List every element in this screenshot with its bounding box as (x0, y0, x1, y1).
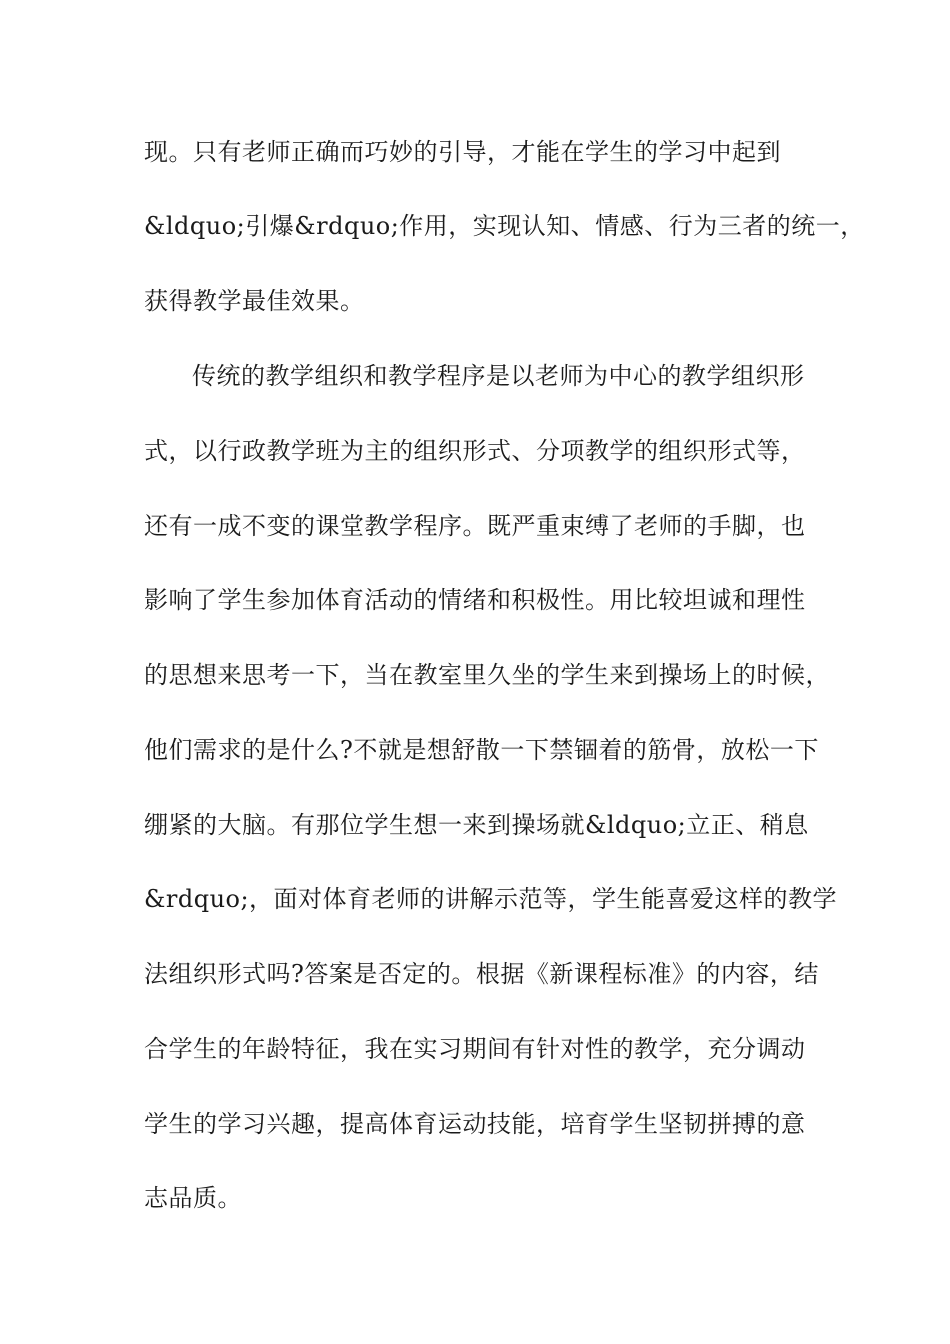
text-line: 影响了学生参加体育活动的情绪和积极性。用比较坦诚和理性 (144, 586, 806, 614)
text-line: 绷紧的大脑。有那位学生想一来到操场就&ldquo;立正、稍息 (144, 811, 809, 839)
text-line: 还有一成不变的课堂教学程序。既严重束缚了老师的手脚，也 (144, 512, 806, 540)
text-line: 现。只有老师正确而巧妙的引导，才能在学生的学习中起到 (144, 138, 781, 166)
paragraph-first-line: 传统的教学组织和教学程序是以老师为中心的教学组织形 (192, 362, 805, 390)
text-line: 获得教学最佳效果。 (144, 287, 365, 315)
text-line: 法组织形式吗?答案是否定的。根据《新课程标准》的内容，结 (144, 960, 819, 988)
text-line: 他们需求的是什么?不就是想舒散一下禁锢着的筋骨，放松一下 (144, 736, 819, 764)
text-line: 学生的学习兴趣，提高体育运动技能，培育学生坚韧拼搏的意 (144, 1110, 806, 1138)
text-line: 的思想来思考一下，当在教室里久坐的学生来到操场上的时候， (144, 661, 830, 689)
text-line: 志品质。 (144, 1184, 242, 1212)
text-line: &rdquo;，面对体育老师的讲解示范等，学生能喜爱这样的教学 (144, 885, 838, 913)
text-line: 合学生的年龄特征，我在实习期间有针对性的教学，充分调动 (144, 1035, 806, 1063)
text-line: 式，以行政教学班为主的组织形式、分项教学的组织形式等， (144, 437, 806, 465)
text-line: &ldquo;引爆&rdquo;作用，实现认知、情感、行为三者的统一， (144, 212, 865, 240)
